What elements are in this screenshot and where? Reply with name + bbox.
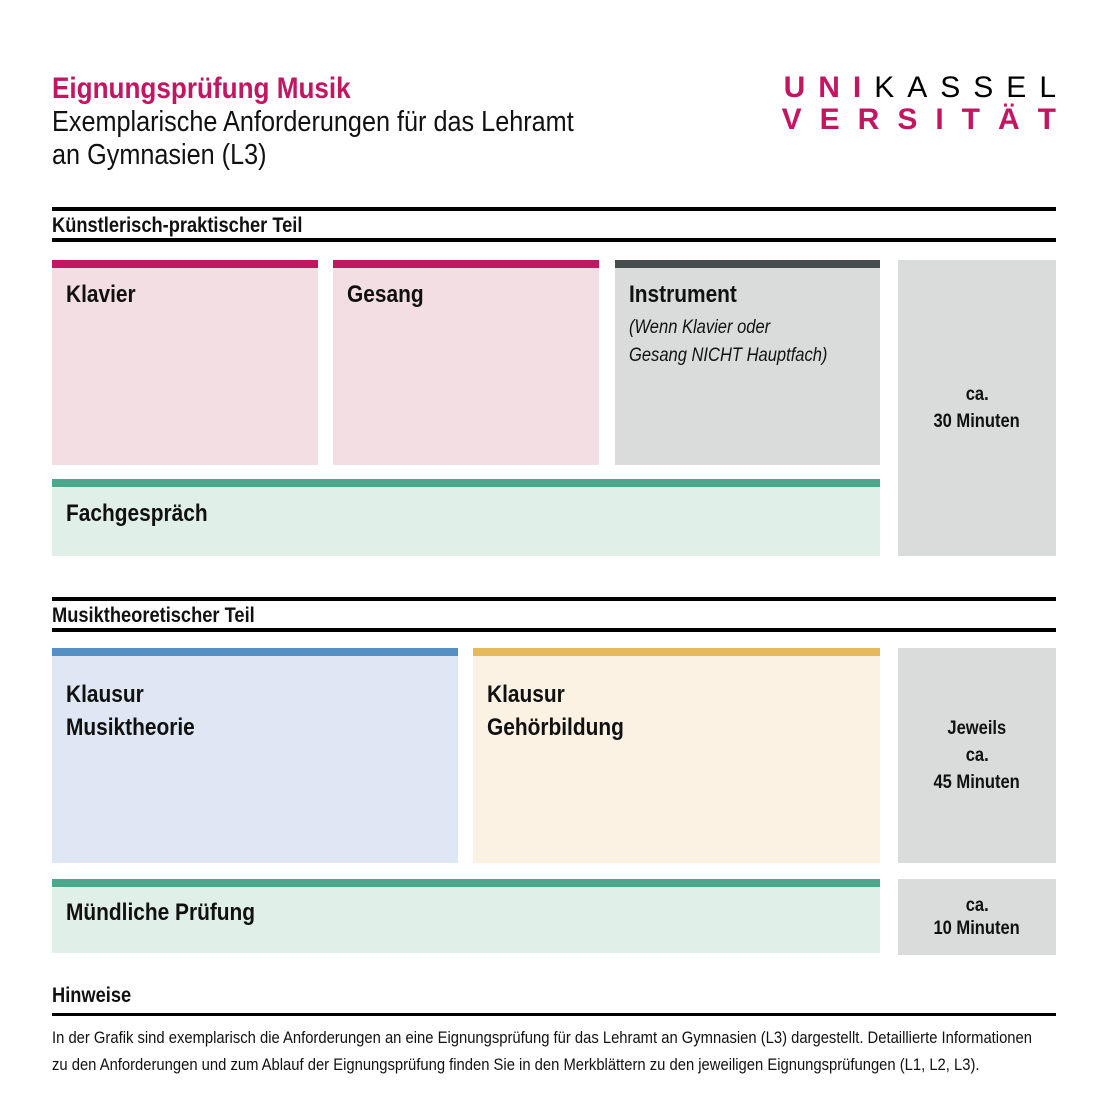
- logo-row-1: [782, 72, 1069, 104]
- box-klausur-gehoerbildung-accent-bar: [473, 648, 880, 656]
- box-klausur-gehoerbildung-body: [473, 656, 880, 863]
- duration-30-minutes: 30 Minuten: [933, 411, 1021, 432]
- box-klausur-musiktheorie-accent-bar: [52, 648, 458, 656]
- box-muendliche-pruefung-label: Mündliche Prüfung: [66, 899, 256, 926]
- box-instrument-note-line2: Gesang NICHT Hauptfach): [629, 345, 828, 366]
- logo-uni-text: UNI: [783, 71, 875, 104]
- duration-30-ca: ca.: [965, 384, 989, 405]
- logo-kassel-text: KASSEL: [874, 71, 1069, 104]
- page-subtitle-line1: Exemplarische Anforderungen für das Lehramt: [52, 106, 574, 138]
- box-gesang: [333, 260, 599, 465]
- footer-text-line1: In der Grafik sind exemplarisch die Anforderungen an eine Eignungsprüfung für das Lehramt an Gymnasien (L3) dargestellt. Detaillierte Informationen: [52, 1028, 1032, 1047]
- box-gesang-label: Gesang: [347, 281, 424, 308]
- box-klavier: [52, 260, 318, 465]
- box-instrument-label: Instrument: [629, 281, 737, 308]
- box-klavier-body: [52, 268, 318, 465]
- page-title: [52, 72, 395, 106]
- duration-10-ca: ca.: [965, 895, 989, 916]
- box-fachgespraech: [52, 479, 880, 556]
- box-klausur-gehoerbildung: [473, 648, 880, 863]
- duration-box-30-min: [898, 260, 1056, 556]
- footer-text-line2: zu den Anforderungen und zum Ablauf der Eignungsprüfung finden Sie in den Merkblättern zu den jeweiligen Eignungsprüfungen (L1, L2, L3).: [52, 1055, 980, 1074]
- box-instrument: [615, 260, 880, 465]
- box-fachgespraech-label: Fachgespräch: [66, 500, 208, 527]
- duration-45-jeweils: Jeweils: [947, 718, 1007, 739]
- box-instrument-accent-bar: [615, 260, 880, 268]
- box-klausur-musiktheorie-body: [52, 656, 458, 863]
- box-klausur-gehoerbildung-label-line1: Klausur: [487, 681, 565, 708]
- duration-45-minutes: 45 Minuten: [933, 772, 1021, 793]
- duration-box-45-min: [898, 648, 1056, 863]
- box-muendliche-pruefung-accent-bar: [52, 879, 880, 887]
- page-subtitle-line2: an Gymnasien (L3): [52, 139, 267, 171]
- footer-heading: Hinweise: [52, 984, 132, 1007]
- box-klausur-musiktheorie-label-line2: Musiktheorie: [66, 714, 195, 741]
- section1-heading: Künstlerisch-praktischer Teil: [52, 207, 1056, 242]
- footer-rule: [52, 1013, 1056, 1016]
- box-instrument-body: [615, 268, 880, 465]
- page-subtitle: [52, 106, 652, 172]
- box-klausur-musiktheorie: [52, 648, 458, 863]
- uni-kassel-logo: [781, 71, 1074, 136]
- duration-45-ca: ca.: [965, 745, 989, 766]
- box-gesang-body: [333, 268, 599, 465]
- box-klavier-label: Klavier: [66, 281, 136, 308]
- box-klausur-gehoerbildung-label-line2: Gehörbildung: [487, 714, 624, 741]
- box-klavier-accent-bar: [52, 260, 318, 268]
- box-instrument-note-line1: (Wenn Klavier oder: [629, 317, 771, 338]
- page-title-text: Eignungsprüfung Musik: [52, 72, 351, 105]
- box-gesang-accent-bar: [333, 260, 599, 268]
- section2-heading: Musiktheoretischer Teil: [52, 597, 1056, 632]
- box-muendliche-pruefung-body: [52, 887, 880, 953]
- box-klausur-musiktheorie-label-line1: Klausur: [66, 681, 144, 708]
- box-fachgespraech-accent-bar: [52, 479, 880, 487]
- box-muendliche-pruefung: [52, 879, 880, 953]
- box-fachgespraech-body: [52, 487, 880, 556]
- duration-box-10-min: [898, 879, 1056, 955]
- logo-versitat-text: VERSITÄT: [781, 103, 1074, 136]
- duration-10-minutes: 10 Minuten: [933, 918, 1021, 939]
